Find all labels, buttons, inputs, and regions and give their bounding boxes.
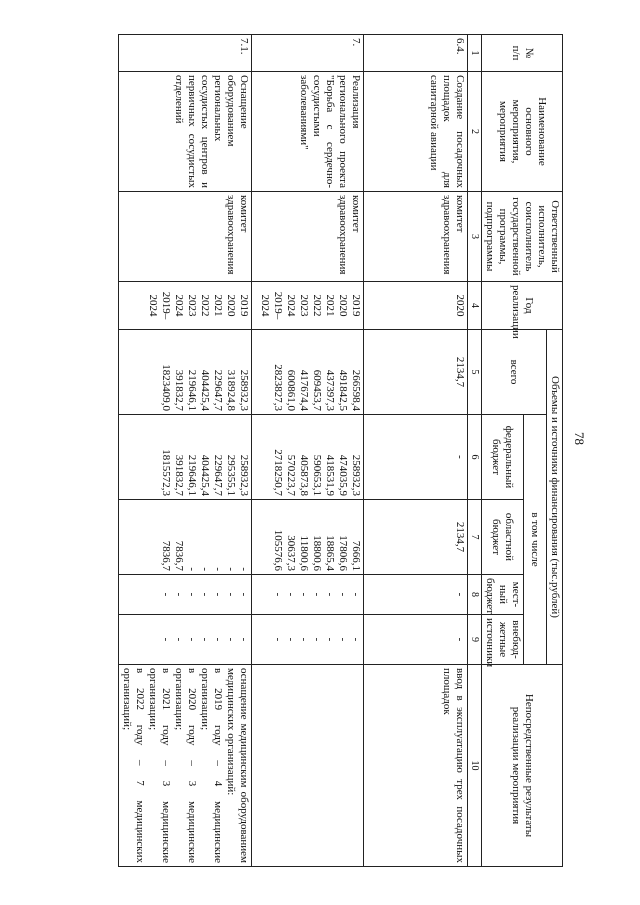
col-number: 7 <box>468 500 482 575</box>
table-row <box>119 35 252 867</box>
row-total: 266598,4 491842,5 437397,3 609453,7 417674,4 600861,0 2823827,3 <box>252 330 364 415</box>
row-num: 6.4. <box>364 35 468 72</box>
row-offbudget: - - - - - - - <box>252 615 364 665</box>
header-year: Год реализации <box>482 282 563 330</box>
row-num: 7.1. <box>119 35 252 72</box>
header-total: всего <box>482 330 547 415</box>
table-row <box>364 35 468 867</box>
col-number: 4 <box>468 282 482 330</box>
row-regional: 2134,7 <box>364 500 468 575</box>
row-name: Оснащение оборудованием региональных сосудистых центров и первичных сосудистых отделений <box>119 72 252 192</box>
row-local: - <box>364 575 468 615</box>
header-funding: Объемы и источники финансирования (тыс.рублей) <box>547 330 563 665</box>
header-federal: федеральный бюджет <box>482 415 524 500</box>
header-responsible: Ответственный исполнитель, соисполнитель государственной программы, подпрограммы <box>482 192 563 282</box>
row-years: 2019 2020 2021 2022 2023 2024 2019–2024 <box>119 282 252 330</box>
row-result: ввод в эксплуатацию трех посадочных площадок <box>364 665 468 867</box>
header-local: мест- ный бюджет <box>482 575 524 615</box>
header-incl: в том числе <box>524 415 547 665</box>
col-number: 2 <box>468 72 482 192</box>
header-results: Непосредственные результаты реализации мероприятия <box>482 665 563 867</box>
row-local: - - - - - - - <box>119 575 252 615</box>
page-number: 78 <box>572 432 587 445</box>
col-number: 5 <box>468 330 482 415</box>
row-name: Создание посадочных площадок для санитарной авиации <box>364 72 468 192</box>
header-regional: областной бюджет <box>482 500 524 575</box>
row-federal: 258932,3 295355,1 229647,7 404425,4 219646,1 391832,7 1815572,3 <box>119 415 252 500</box>
row-total: 258932,3 318924,8 229647,7 404425,4 219646,1 391832,7 1823409,0 <box>119 330 252 415</box>
col-number: 3 <box>468 192 482 282</box>
header-name: Наименование основного мероприятия, мероприятия <box>482 72 563 192</box>
col-number: 9 <box>468 615 482 665</box>
col-number: 6 <box>468 415 482 500</box>
row-result: оснащение медицинским оборудованием медицинских организаций: в 2019 году – 4 медицинские организации; в 2020 году – 3 медицинские организации; в 2021 году – 3 медицинские организации; в 2022 году – 7 медицинских организаций; <box>119 665 252 867</box>
row-result <box>252 665 364 867</box>
row-offbudget: - <box>364 615 468 665</box>
col-number: 1 <box>468 35 482 72</box>
row-federal: 258932,3 474035,9 418531,9 590653,1 405873,8 570223,7 2718250,7 <box>252 415 364 500</box>
row-offbudget: - - - - - - - <box>119 615 252 665</box>
row-regional: 7666,1 17806,6 18865,4 18800,6 11800,6 30637,3 105576,6 <box>252 500 364 575</box>
row-years: 2019 2020 2021 2022 2023 2024 2019–2024 <box>252 282 364 330</box>
row-federal: - <box>364 415 468 500</box>
row-regional: - - - - - 7836,7 7836,7 <box>119 500 252 575</box>
row-name: Реализация регионального проекта "Борьба с сердечно-сосудистыми заболеваниями" <box>252 72 364 192</box>
row-num: 7. <box>252 35 364 72</box>
header-offbudget: внебюд- жетные источники <box>482 615 524 665</box>
program-table <box>118 34 563 867</box>
row-years: 2020 <box>364 282 468 330</box>
row-local: - - - - - - - <box>252 575 364 615</box>
row-responsible: комитет здравоохранения <box>119 192 252 282</box>
row-total: 2134,7 <box>364 330 468 415</box>
col-number: 8 <box>468 575 482 615</box>
row-responsible: комитет здравоохранения <box>252 192 364 282</box>
header-num: № п/п <box>482 35 563 72</box>
col-number: 10 <box>468 665 482 867</box>
row-responsible: комитет здравоохранения <box>364 192 468 282</box>
table-row <box>252 35 364 867</box>
